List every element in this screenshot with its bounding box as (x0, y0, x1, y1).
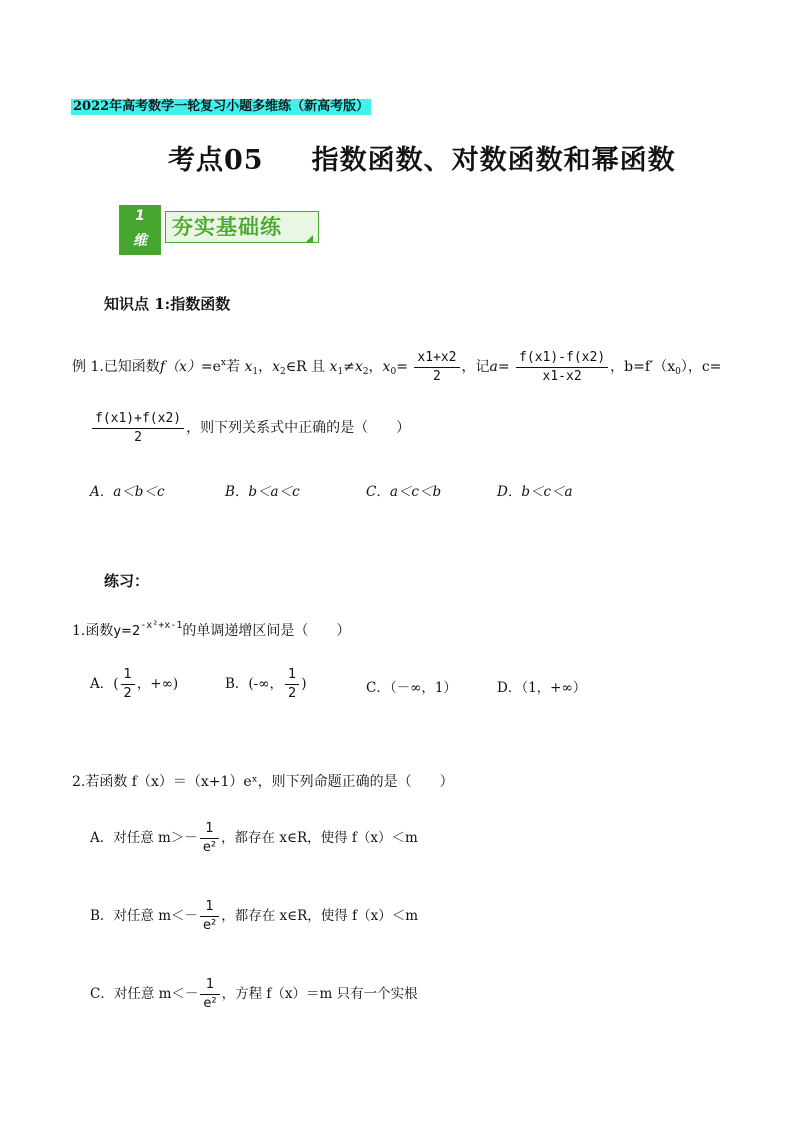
q1-option-a (90, 664, 178, 704)
q2-option-c-frac (200, 976, 219, 1013)
q2-option-a-post: ，都存在 x∈R，使得 f（x）＜m (221, 830, 418, 846)
q1-option-a-post: ，+∞) (136, 676, 179, 692)
example1-x2b: x (354, 359, 363, 375)
q1-tail: 的单调递增区间是（ ） (182, 623, 351, 639)
q2-option-c-num: 1 (200, 976, 219, 995)
q2-option-a-den: e² (202, 840, 217, 855)
q2-option-c-post: ，方程 f（x）＝m 只有一个实根 (221, 986, 418, 1002)
q1-exponent: -x²+x-1 (140, 620, 183, 631)
example1-frac2-den: x1-x2 (542, 368, 582, 384)
q2-option-b-den: e² (203, 918, 217, 933)
example1-comma2: ， (368, 359, 383, 375)
q2-option-a-frac (200, 820, 219, 857)
practice-heading: 练习： (104, 572, 150, 590)
q1-lead: 1.函数 (72, 623, 114, 639)
badge-number: 1 (135, 208, 145, 224)
q1-option-a-frac (121, 666, 135, 703)
example1-b-x0-sub: 0 (675, 367, 681, 377)
example1-option-d: D．b＜c＜a (497, 484, 573, 500)
q1-option-b (225, 664, 307, 704)
q2-option-b-num: 1 (200, 898, 219, 917)
example1-neq: ≠ (343, 359, 355, 375)
example1-sup-x: x (220, 358, 226, 368)
example1-x1-sub: 1 (252, 367, 259, 377)
example1-ruo: 若 (225, 359, 240, 375)
q1-option-b-num: 1 (285, 666, 299, 685)
example1-b-eq: ，b=f′（x (610, 359, 676, 375)
badge-number-box (119, 205, 161, 255)
example1-fx: f（x） (159, 359, 201, 375)
q2-option-b-pre: B．对任意 m＜－ (90, 908, 199, 924)
example1-frac1-num: x1+x2 (414, 349, 459, 368)
example1-line1 (72, 340, 721, 395)
q1-option-b-pre: B．(-∞， (225, 676, 283, 692)
q1-option-a-pre: A．( (90, 676, 119, 692)
example1-frac1-den: 2 (433, 368, 441, 384)
example1-comma: ， (258, 359, 273, 375)
example1-eq: = (396, 359, 408, 375)
example1-x2: x (272, 359, 280, 375)
title-code: 考点05 (168, 145, 264, 176)
header-banner: 2022年高考数学一轮复习小题多维练（新高考版） (73, 99, 370, 114)
q2-option-a-num: 1 (200, 820, 219, 839)
q2-option-b-post: ，都存在 x∈R，使得 f（x）＜m (221, 908, 418, 924)
example1-line2 (90, 405, 410, 451)
q1-option-a-num: 1 (121, 666, 135, 685)
example1-frac2-num: f(x1)-f(x2) (516, 349, 608, 368)
q2-option-a (90, 817, 418, 859)
q2-option-c-den: e² (203, 996, 217, 1011)
example1-eq-e: =e (200, 359, 221, 375)
q2-option-b (90, 895, 418, 937)
q1-option-d: D．（1，+∞） (497, 680, 587, 696)
section-heading: 知识点 1:指数函数 (104, 295, 231, 313)
example1-frac1 (414, 349, 459, 386)
example1-frac3-num: f(x1)+f(x2) (92, 410, 184, 429)
q2-option-b-frac (200, 898, 219, 935)
q1-stem (72, 620, 350, 640)
example1-x2-sub: 2 (279, 367, 286, 377)
example1-option-c: C．a＜c＜b (366, 484, 442, 500)
q2-stem: 2.若函数 f（x）＝（x+1）eˣ，则下列命题正确的是（ ） (72, 774, 454, 790)
example1-lead: 例 1.已知函数 (72, 359, 160, 375)
q1-option-a-den: 2 (123, 686, 132, 701)
q2-option-a-pre: A．对任意 m＞－ (90, 830, 198, 846)
example1-frac2 (516, 349, 608, 386)
example1-frac3-den: 2 (134, 429, 142, 445)
page-title (168, 138, 676, 177)
example1-x1: x (244, 359, 253, 375)
example1-in-r: ∈R 且 (285, 359, 326, 375)
example1-ji: ，记 (461, 359, 490, 375)
q2-option-c (90, 973, 418, 1015)
badge-unit: 维 (133, 233, 147, 249)
q1-option-b-frac (285, 666, 299, 703)
example1-x0: x (382, 359, 391, 375)
example1-x2b-sub: 2 (362, 367, 369, 377)
q1-option-b-post: ) (301, 676, 307, 692)
q2-option-c-pre: C．对任意 m＜－ (90, 986, 199, 1002)
section-badge (119, 205, 315, 257)
q1-y-eq: y=2 (113, 624, 141, 639)
badge-label: 夯实基础练 (165, 211, 319, 243)
example1-option-b: B．b＜a＜c (225, 484, 300, 500)
example1-tail: ，则下列关系式中正确的是（ ） (186, 420, 411, 436)
example1-x1b: x (329, 359, 338, 375)
badge-corner-icon (305, 235, 313, 243)
example1-c-eq: ），c= (680, 359, 722, 375)
q1-option-c: C．（－∞，1） (366, 680, 457, 696)
example1-x0-sub: 0 (390, 367, 397, 377)
example1-option-a: A．a＜b＜c (90, 484, 165, 500)
title-text: 指数函数、对数函数和幂函数 (311, 145, 676, 176)
q1-option-b-den: 2 (288, 686, 297, 701)
example1-frac3 (92, 410, 184, 447)
example1-x1b-sub: 1 (337, 367, 344, 377)
example1-a-eq: a= (489, 359, 510, 375)
